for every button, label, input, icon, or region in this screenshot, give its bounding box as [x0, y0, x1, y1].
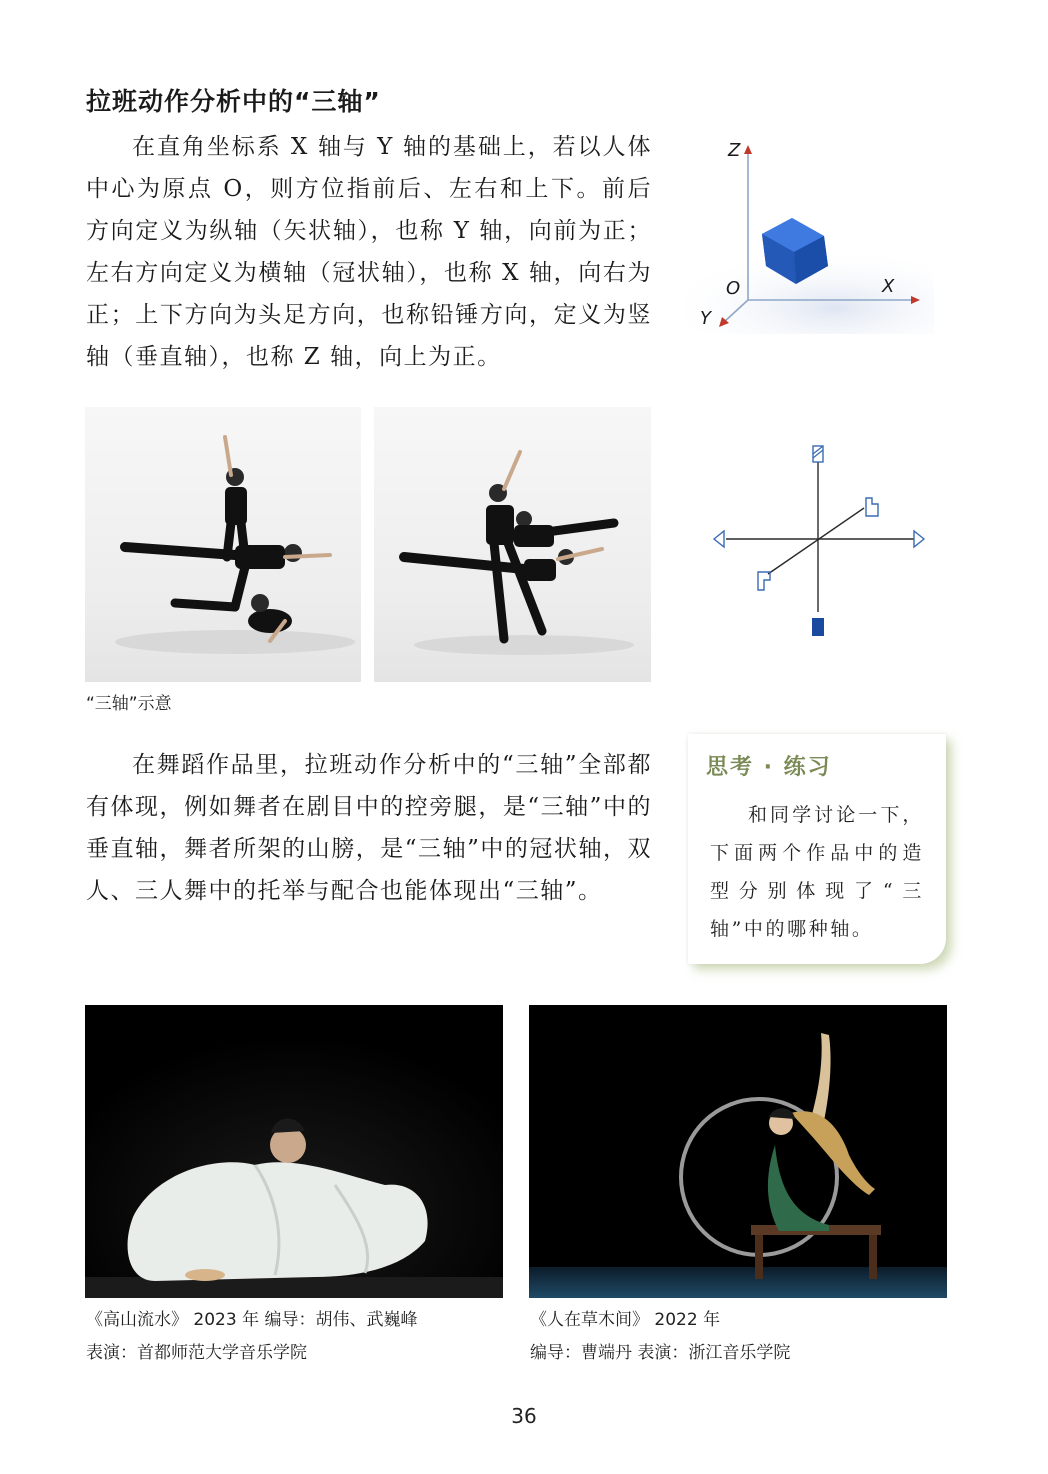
think-practice-title: 思考 · 练习: [706, 755, 832, 780]
dancers-illustration-2: [374, 407, 651, 682]
up-symbol-icon: [813, 446, 823, 462]
backward-symbol-icon: [758, 572, 770, 590]
three-axis-photo-1: [85, 407, 361, 682]
intro-paragraph: [86, 126, 652, 378]
paragraph-text: 在舞蹈作品里，拉班动作分析中的“三轴”全部都有体现，例如舞者在剧目中的控旁腿，是“三轴”中的垂直轴，舞者所架的山膀，是“三轴”中的冠状轴，双人、三人舞中的托举与配合也能体现出“三轴”。: [86, 752, 652, 904]
section-heading: 拉班动作分析中的“三轴”: [86, 87, 381, 116]
gaoshan-liushui-photo: [85, 1005, 503, 1298]
origin-label: O: [726, 278, 741, 299]
z-axis-label: Z: [728, 140, 741, 161]
ren-zai-caomu-jian-photo: [529, 1005, 947, 1298]
work-caption-line: 《人在草木间》 2022 年: [530, 1310, 721, 1330]
three-axis-caption: “三轴”示意: [86, 694, 172, 714]
z-axis-arrow: [744, 145, 752, 154]
forward-symbol-icon: [866, 498, 878, 516]
left-symbol-icon: [714, 531, 724, 547]
paragraph-text: 在直角坐标系 X 轴与 Y 轴的基础上，若以人体中心为原点 O，则方位指前后、左右和上下。前后方向定义为纵轴（矢状轴），也称 Y 轴，向前为正；左右方向定义为横轴（冠状轴），也称 X 轴，向右为正；上下方向为头足方向，也称铅锤方向，定义为竖轴（垂直轴），也称 Z 轴，向上为正。: [86, 134, 652, 370]
think-practice-box: [688, 734, 946, 964]
work-caption-2: [530, 1304, 790, 1370]
dance-works-paragraph: [86, 744, 652, 912]
right-symbol-icon: [914, 531, 924, 547]
axis-diagram-svg: [684, 132, 934, 334]
work-caption-line: 表演：首都师范大学音乐学院: [86, 1343, 307, 1363]
think-practice-text: 和同学讨论一下，下面两个作品中的造型分别体现了“三轴”中的哪种轴。: [710, 804, 924, 940]
down-symbol-icon: [812, 618, 824, 636]
three-axis-photo-2: [374, 407, 651, 682]
sagittal-axis-line: [768, 508, 864, 574]
dancers-illustration-1: [85, 407, 361, 682]
y-axis-label: Y: [700, 308, 711, 329]
page-number: 36: [511, 1404, 537, 1428]
think-practice-body: [710, 796, 924, 948]
axis-symbols-diagram: [706, 440, 938, 644]
axis-diagram: [684, 132, 934, 334]
axis-symbols-svg: [706, 440, 938, 644]
work-caption-1: [86, 1304, 417, 1370]
x-axis-label: X: [882, 276, 895, 297]
performance-illustration-1: [85, 1005, 503, 1298]
performance-illustration-2: [529, 1005, 947, 1298]
work-caption-line: 编导：曹端丹 表演：浙江音乐学院: [530, 1343, 791, 1363]
work-caption-line: 《高山流水》 2023 年 编导：胡伟、武巍峰: [86, 1310, 418, 1330]
